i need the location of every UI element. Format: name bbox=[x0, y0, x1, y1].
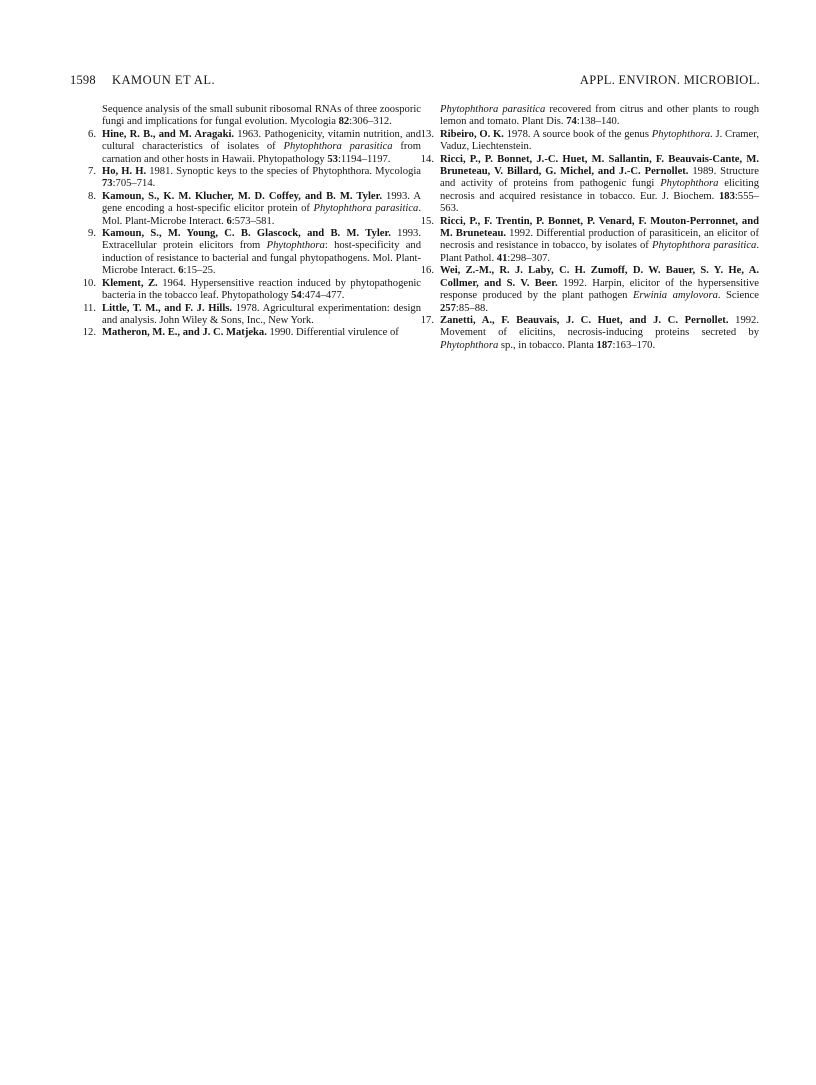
reference-text: 1990. Differential virulence of bbox=[266, 327, 399, 339]
reference-pages: :1194–1197. bbox=[337, 153, 391, 165]
reference-volume: 54 bbox=[291, 290, 302, 302]
reference-number: 13. bbox=[420, 128, 434, 140]
reference-volume: 6 bbox=[178, 265, 184, 277]
reference-text: 1992. Harpin, elicitor of the hypersensitive response produced by the plant pathogen bbox=[440, 277, 759, 302]
reference-text: 1989. Structure and activity of proteins from pathogenic fungi bbox=[440, 166, 759, 190]
reference-volume: 41 bbox=[496, 252, 508, 264]
reference-item bbox=[82, 166, 421, 191]
reference-pages: :573–581. bbox=[231, 215, 275, 227]
reference-authors: Ho, H. H. bbox=[102, 166, 147, 178]
reference-text: 1964. Hypersensitive reaction induced by phytopathogenic bacteria in the tobacco leaf. Phytopathology bbox=[102, 277, 422, 302]
reference-text: 1981. Synoptic keys to the species of Phytophthora. Mycologia bbox=[146, 166, 421, 178]
reference-authors: Zanetti, A., F. Beauvais, J. C. Huet, and J. C. Pernollet. bbox=[440, 314, 729, 326]
reference-authors: Ricci, P., P. Bonnet, J.-C. Huet, M. Sallantin, F. Beauvais-Cante, M. Bruneteau, V. Billard, G. Michel, and J.-C. Pernollet. bbox=[440, 153, 759, 178]
reference-text: eliciting necrosis and acquired resistance in tobacco. Eur. J. Biochem. bbox=[440, 178, 759, 202]
ref-volume: 74 bbox=[566, 116, 577, 128]
reference-text: sp., in tobacco. Planta bbox=[498, 339, 597, 351]
reference-number: 15. bbox=[420, 215, 434, 227]
right-column bbox=[420, 104, 759, 352]
reference-text: . J. Cramer, Vaduz, Liechtenstein. bbox=[440, 128, 759, 153]
reference-authors: Hine, R. B., and M. Aragaki. bbox=[102, 128, 235, 140]
running-authors: KAMOUN ET AL. bbox=[112, 73, 216, 87]
reference-volume: 73 bbox=[102, 178, 113, 190]
reference-volume: 183 bbox=[718, 190, 735, 202]
reference-text: 1992. Movement of elicitins, necrosis-inducing proteins secreted by bbox=[440, 314, 759, 339]
reference-number: 12. bbox=[82, 327, 96, 339]
reference-volume: 6 bbox=[226, 215, 232, 227]
reference-pages: :15–25. bbox=[183, 265, 216, 277]
reference-number: 16. bbox=[420, 265, 434, 277]
reference-italic: Phytophthora bbox=[651, 128, 711, 140]
running-header bbox=[70, 73, 760, 89]
reference-authors: Kamoun, S., M. Young, C. B. Glascock, and B. M. Tyler. bbox=[102, 228, 391, 240]
ref-pages: :306–312. bbox=[349, 116, 392, 128]
reference-authors: Wei, Z.-M., R. J. Laby, C. H. Zumoff, D. W. Bauer, S. Y. He, A. Collmer, and S. V. Beer. bbox=[440, 265, 759, 289]
reference-volume: 257 bbox=[440, 302, 456, 314]
page-number: 1598 bbox=[70, 73, 96, 87]
left-column bbox=[82, 104, 421, 340]
reference-text: 1978. Agricultural experimentation: design and analysis. John Wiley & Sons, Inc., New York. bbox=[102, 302, 422, 326]
reference-text: : host-specificity and induction of resistance to bacterial and fungal phytopathogens. Mol. Plant-Microbe Interact. bbox=[102, 240, 421, 277]
reference-italic: Phytophthora bbox=[266, 240, 325, 252]
reference-italic: Phytophthora bbox=[660, 178, 719, 190]
ref-text: recovered from citrus and other plants to rough lemon and tomato. Plant Dis. bbox=[440, 104, 759, 128]
reference-item bbox=[82, 278, 421, 303]
reference-authors: Klement, Z. bbox=[102, 277, 158, 289]
reference-continued bbox=[420, 104, 759, 129]
ref-pages: :138–140. bbox=[576, 116, 620, 128]
reference-authors: Matheron, M. E., and J. C. Matjeka. bbox=[102, 327, 267, 339]
reference-number: 8. bbox=[88, 190, 96, 202]
reference-italic: Phytophthora parasitica bbox=[313, 203, 419, 215]
reference-italic: Phytophthora bbox=[440, 339, 499, 351]
reference-number: 17. bbox=[420, 314, 434, 326]
reference-authors: Ribeiro, O. K. bbox=[440, 128, 504, 140]
reference-pages: :163–170. bbox=[612, 339, 656, 351]
ref-italic: Phytophthora parasitica bbox=[440, 104, 546, 115]
reference-number: 11. bbox=[83, 302, 96, 314]
reference-text: from carnation and other hosts in Hawaii. Phytopathology bbox=[102, 141, 422, 165]
ref-text: Sequence analysis of the small subunit ribosomal RNAs of three zoosporic fungi and implications for fungal evolution. Mycologia bbox=[102, 104, 421, 128]
reference-continued bbox=[82, 104, 421, 129]
reference-pages: :555–563. bbox=[440, 190, 759, 215]
reference-item bbox=[82, 228, 421, 278]
reference-number: 7. bbox=[88, 166, 96, 178]
reference-item bbox=[420, 315, 759, 352]
reference-list-right bbox=[420, 129, 759, 352]
reference-pages: :474–477. bbox=[301, 290, 345, 302]
reference-text: 1993. Extracellular protein elicitors from bbox=[102, 228, 422, 252]
ref-volume: 82 bbox=[338, 116, 350, 128]
reference-item bbox=[82, 191, 421, 228]
reference-italic: Phytophthora parasitica bbox=[651, 240, 757, 252]
reference-pages: :298–307. bbox=[507, 252, 551, 264]
reference-authors: Kamoun, S., K. M. Klucher, M. D. Coffey, and B. M. Tyler. bbox=[102, 190, 382, 202]
reference-list-left bbox=[82, 129, 421, 340]
reference-italic: Erwinia amylovora bbox=[632, 290, 718, 302]
reference-text: 1992. Differential production of parasiticein, an elicitor of necrosis and resistance in tobacco, by isolates of bbox=[440, 228, 759, 252]
journal-name: APPL. ENVIRON. MICROBIOL. bbox=[579, 73, 760, 87]
reference-item bbox=[420, 154, 759, 216]
reference-text: 1978. A source book of the genus bbox=[503, 128, 652, 140]
reference-authors: Little, T. M., and F. J. Hills. bbox=[102, 302, 233, 314]
reference-text: . Science bbox=[717, 290, 759, 302]
reference-item bbox=[420, 216, 759, 266]
reference-item bbox=[82, 303, 421, 328]
reference-volume: 187 bbox=[596, 339, 613, 351]
reference-item bbox=[82, 327, 421, 339]
reference-text: . Mol. Plant-Microbe Interact. bbox=[102, 203, 421, 227]
reference-number: 9. bbox=[88, 228, 96, 240]
reference-pages: :85–88. bbox=[455, 302, 488, 314]
reference-pages: :705–714. bbox=[112, 178, 156, 190]
reference-item bbox=[82, 129, 421, 166]
reference-text: . Plant Pathol. bbox=[440, 240, 759, 264]
reference-item bbox=[420, 265, 759, 315]
reference-text: 1993. A gene encoding a host-specific elicitor protein of bbox=[102, 190, 422, 215]
reference-number: 14. bbox=[420, 153, 434, 165]
reference-item bbox=[420, 129, 759, 154]
reference-number: 6. bbox=[88, 128, 96, 140]
reference-number: 10. bbox=[82, 277, 96, 289]
reference-authors: Ricci, P., F. Trentin, P. Bonnet, P. Venard, F. Mouton-Perronnet, and M. Bruneteau. bbox=[440, 215, 759, 240]
reference-volume: 53 bbox=[327, 153, 338, 165]
reference-text: 1963. Pathogenicity, vitamin nutrition, and cultural characteristics of isolates of bbox=[102, 128, 422, 153]
reference-italic: Phytophthora parasitica bbox=[283, 141, 393, 153]
